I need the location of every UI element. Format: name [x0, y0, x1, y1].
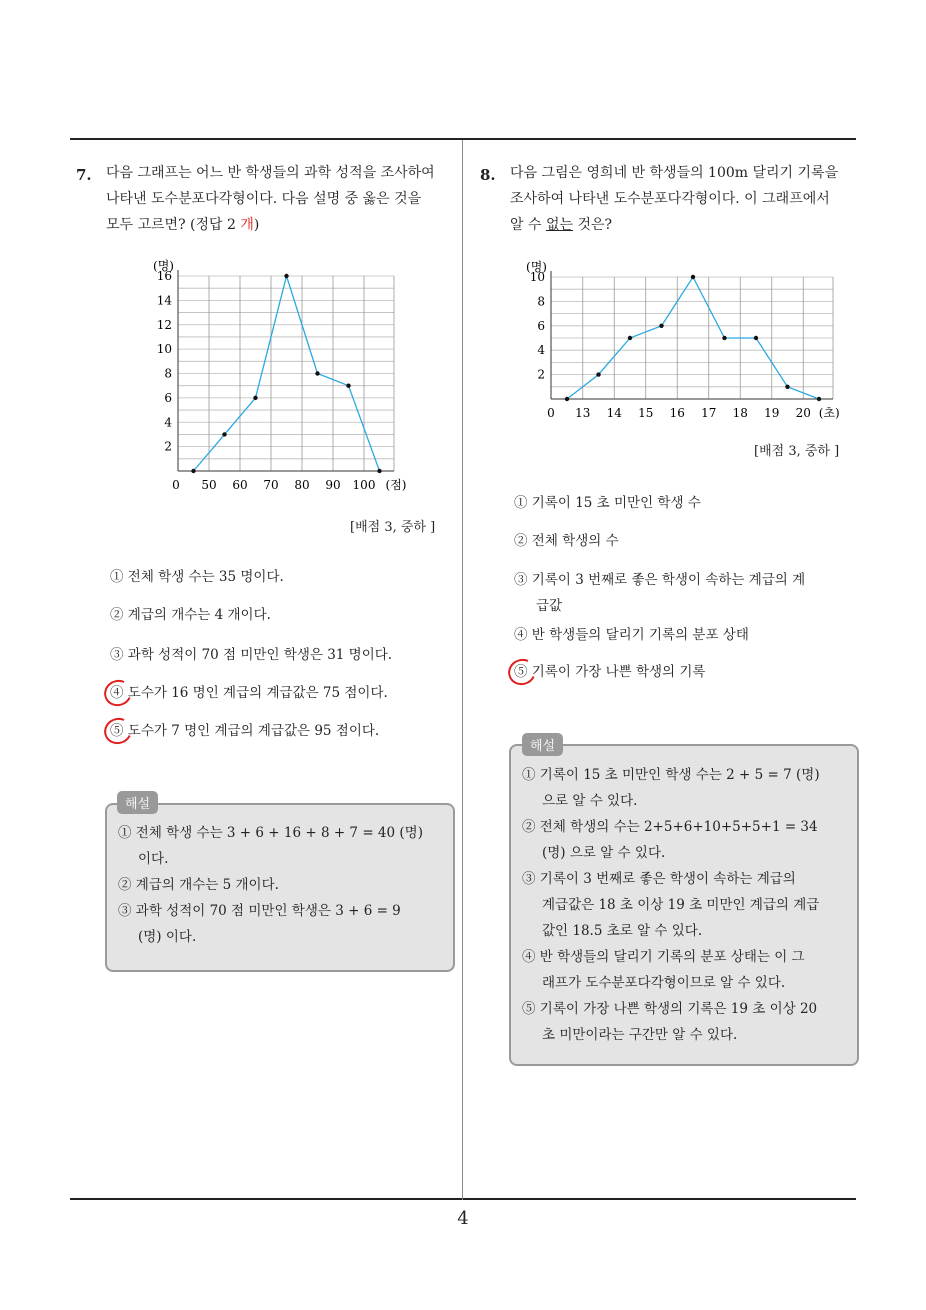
q7-exp-line: (명) 이다.: [138, 929, 197, 945]
q8-emphasis: 없는: [545, 217, 574, 233]
q8-option-4[interactable]: ④ 반 학생들의 달리기 기록의 분포 상태: [514, 627, 749, 643]
q7-exp-line: ② 계급의 개수는 5 개이다.: [118, 877, 279, 893]
q7-line3-pre: 모두 고르면? (정답 2: [106, 217, 241, 233]
y-tick-label: 10: [529, 270, 545, 284]
x-tick-label: 60: [232, 478, 248, 492]
q7-explanation-text: [118, 820, 448, 950]
q8-option-2[interactable]: ② 전체 학생의 수: [514, 533, 619, 549]
q8-option-3[interactable]: ③ 기록이 3 번째로 좋은 학생이 속하는 계급의 계: [514, 572, 806, 588]
q7-frequency-polygon-chart: [140, 250, 430, 500]
q8-option-3-cont: 급값: [536, 598, 563, 614]
data-point: [222, 432, 226, 436]
q8-exp-line: ③ 기록이 3 번째로 좋은 학생이 속하는 계급의: [522, 871, 796, 887]
q7-exp-line: ③ 과학 성적이 70 점 미만인 학생은 3 + 6 = 9: [118, 903, 401, 919]
data-point: [191, 469, 195, 473]
q8-grade: [배점 3, 중하 ]: [754, 444, 840, 459]
q7-option-5[interactable]: ⑤ 도수가 7 명인 계급의 계급값은 95 점이다.: [110, 723, 380, 739]
data-point: [346, 383, 350, 387]
column-divider: [462, 140, 463, 1200]
y-tick-label: 8: [537, 294, 545, 309]
x-tick-label: 70: [263, 478, 279, 492]
x-tick-label: 0: [172, 478, 180, 492]
q7-option-3[interactable]: ③ 과학 성적이 70 점 미만인 학생은 31 명이다.: [110, 647, 393, 663]
q8-line3-post: 것은?: [573, 217, 613, 233]
q8-exp-line: ④ 반 학생들의 달리기 기록의 분포 상태는 이 그: [522, 949, 805, 965]
q8-line1: 다음 그림은 영희네 반 학생들의 100m 달리기 기록을: [510, 165, 839, 181]
x-tick-label: 100: [352, 478, 376, 492]
x-tick-label: 17: [701, 406, 717, 420]
data-point: [691, 275, 695, 279]
q7-line3-post: ): [253, 217, 260, 233]
y-tick-label: 2: [537, 367, 545, 382]
q7-line1: 다음 그래프는 어느 반 학생들의 과학 성적을 조사하여: [106, 165, 435, 181]
y-tick-label: 2: [164, 439, 172, 454]
q8-frequency-polygon-chart: [515, 252, 855, 427]
y-tick-label: 8: [164, 366, 172, 381]
q7-number: 7.: [76, 166, 92, 184]
q8-option-5[interactable]: ⑤ 기록이 가장 나쁜 학생의 기록: [514, 664, 706, 680]
x-tick-label: 90: [325, 478, 341, 492]
q8-line3: [510, 212, 860, 238]
x-axis-label: (초): [818, 406, 840, 420]
q8-line2: 조사하여 나타낸 도수분포다각형이다. 이 그래프에서: [510, 191, 830, 207]
q8-exp-line: 으로 알 수 있다.: [542, 793, 638, 809]
y-tick-label: 14: [156, 293, 172, 308]
x-tick-label: 20: [795, 406, 811, 420]
q7-option-1[interactable]: ① 전체 학생 수는 35 명이다.: [110, 569, 284, 585]
q7-option-2[interactable]: ② 계급의 개수는 4 개이다.: [110, 607, 271, 623]
data-point: [754, 336, 758, 340]
page-number: 4: [457, 1208, 469, 1229]
x-tick-label: 50: [201, 478, 217, 492]
q8-exp-line: 래프가 도수분포다각형이므로 알 수 있다.: [542, 975, 786, 991]
x-tick-label: 15: [638, 406, 654, 420]
x-tick-label: 14: [606, 406, 622, 420]
q8-exp-line: ② 전체 학생의 수는 2+5+6+10+5+5+1 = 34: [522, 819, 818, 835]
bottom-rule: [70, 1198, 856, 1200]
data-point: [596, 372, 600, 376]
data-point: [785, 385, 789, 389]
y-axis-label: (명): [153, 259, 174, 273]
q7-exp-line: ① 전체 학생 수는 3 + 6 + 16 + 8 + 7 = 40 (명): [118, 825, 423, 841]
q8-exp-line: 계급값은 18 초 이상 19 초 미만인 계급의 계급: [542, 897, 820, 913]
q8-option-1[interactable]: ① 기록이 15 초 미만인 학생 수: [514, 495, 701, 511]
y-tick-label: 16: [156, 269, 172, 283]
q8-line3-pre: 알 수: [510, 217, 546, 233]
x-axis-label: (점): [385, 478, 407, 492]
data-point: [817, 397, 821, 401]
x-tick-label: 80: [294, 478, 310, 492]
data-point: [315, 371, 319, 375]
q8-text: [510, 160, 860, 238]
q8-exp-line: 값인 18.5 초로 알 수 있다.: [542, 923, 703, 939]
q8-explanation-tag: 해설: [522, 733, 563, 756]
data-point: [377, 469, 381, 473]
x-tick-label: 18: [732, 406, 748, 420]
q8-explanation-text: [522, 762, 854, 1048]
q7-exp-line: 이다.: [138, 851, 169, 867]
data-point: [284, 274, 288, 278]
y-tick-label: 12: [156, 317, 172, 332]
y-tick-label: 6: [164, 390, 172, 405]
q7-explanation-tag: 해설: [117, 791, 158, 814]
q7-line3: [106, 212, 456, 238]
data-point: [722, 336, 726, 340]
q8-number: 8.: [480, 166, 496, 184]
y-axis-label: (명): [526, 260, 547, 274]
q7-answer-count: 개: [240, 217, 254, 233]
top-rule: [70, 138, 856, 140]
q7-option-4[interactable]: ④ 도수가 16 명인 계급의 계급값은 75 점이다.: [110, 685, 388, 701]
y-tick-label: 10: [156, 342, 172, 357]
y-tick-label: 6: [537, 318, 545, 333]
y-tick-label: 4: [537, 343, 545, 358]
data-point: [253, 396, 257, 400]
x-tick-label: 19: [764, 406, 780, 420]
x-tick-label: 13: [575, 406, 591, 420]
q8-exp-line: ⑤ 기록이 가장 나쁜 학생의 기록은 19 초 이상 20: [522, 1001, 818, 1017]
x-tick-label: 0: [547, 406, 555, 420]
q7-line2: 나타낸 도수분포다각형이다. 다음 설명 중 옳은 것을: [106, 191, 422, 207]
x-tick-label: 16: [669, 406, 685, 420]
q7-text: [106, 160, 456, 238]
data-point: [659, 324, 663, 328]
y-tick-label: 4: [164, 415, 172, 430]
q8-exp-line: 초 미만이라는 구간만 알 수 있다.: [542, 1027, 738, 1043]
data-point: [565, 397, 569, 401]
q8-exp-line: ① 기록이 15 초 미만인 학생 수는 2 + 5 = 7 (명): [522, 767, 820, 783]
data-point: [628, 336, 632, 340]
q8-exp-line: (명) 으로 알 수 있다.: [542, 845, 666, 861]
q7-grade: [배점 3, 중하 ]: [350, 520, 436, 535]
